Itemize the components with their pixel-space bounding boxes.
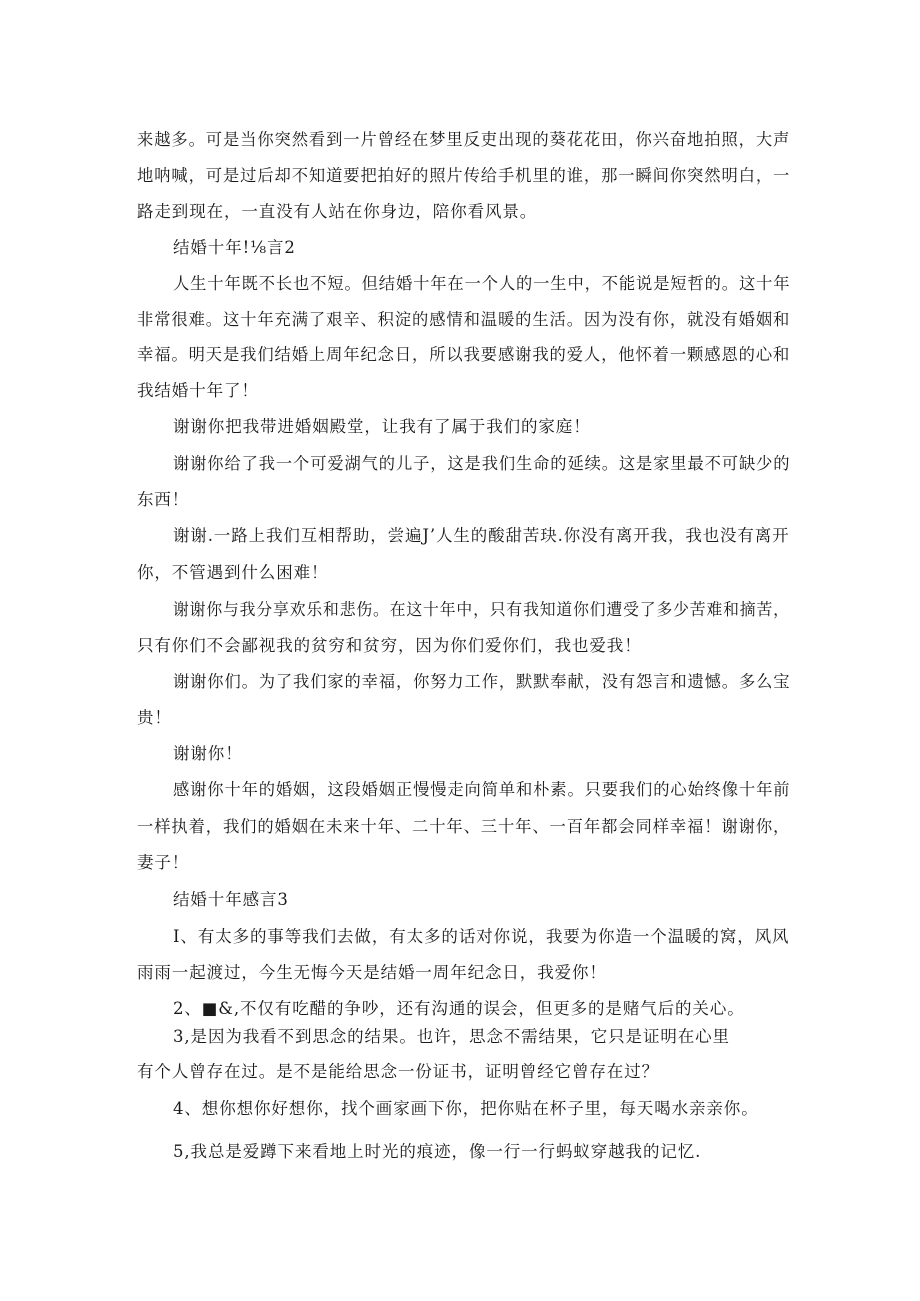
text-line: 谢谢你与我分享欢乐和悲伤。在这十年中，只有我知道你们遭受了多少苦难和摘苦， <box>173 600 790 619</box>
section-heading: 结婚十年!⅛言2 <box>173 238 296 257</box>
text-line: 你，不管遇到什么困难！ <box>137 563 329 582</box>
text-line: 谢谢你们。为了我们家的幸福，你努力工作，默默奉献，没有怨言和遗憾。多么宝 <box>173 672 791 691</box>
text-line: 感谢你十年的婚姻，这段婚姻正慢慢走向简单和朴素。只要我们的心始终像十年前 <box>173 780 791 799</box>
text-line: 贵！ <box>137 708 172 727</box>
text-line: 人生十年既不长也不短。但结婚十年在一个人的一生中，不能说是短哲的。这十年 <box>173 274 791 293</box>
text-line: 5,我总是爱蹲下来看地上时光的痕迹，像一行一行蚂蚁穿越我的记忆. <box>173 1142 702 1161</box>
text-line: 谢谢你给了我一个可爱湖气的儿子，这是我们生命的延续。这是家里最不可缺少的 <box>173 454 791 473</box>
text-line: 有个人曾存在过。是不是能给思念一份证书，证明曾经它曾存在过？ <box>137 1062 659 1081</box>
text-line: 路走到现在，一直没有人站在你身边，陪你看风景。 <box>137 202 538 221</box>
text-line: 谢谢你！ <box>173 744 243 763</box>
section-heading: 结婚十年感言3 <box>173 890 289 909</box>
text-line: 谢谢你把我带进婚姻殿堂，让我有了属于我们的家庭！ <box>173 417 591 436</box>
text-line: 雨雨一起渡过，今生无悔今天是结婚一周年纪念日，我爱你！ <box>137 963 607 982</box>
text-line: 3,是因为我看不到思念的结果。也许，思念不需结果，它只是证明在心里 <box>173 1027 730 1046</box>
text-line: 谢谢.一路上我们互相帮助，尝遍J’人生的酸甜苦玦.你没有离开我，我也没有离开 <box>173 526 790 545</box>
text-line: 幸福。明天是我们结婚上周年纪念日，所以我要感谢我的爱人，他怀着一颗感恩的心和 <box>137 345 791 364</box>
text-line: 一样执着，我们的婚姻在未来十年、二十年、三十年、一百年都会同样幸福！谢谢你， <box>137 817 791 836</box>
text-line: 2、■&,不仅有吃醋的争吵，还有沟通的误会，但更多的是赌气后的关心。 <box>173 999 745 1018</box>
text-line: 东西！ <box>137 490 190 509</box>
text-line: 只有你们不会鄙视我的贫穷和贫穷，因为你们爱你们，我也爱我！ <box>137 636 642 655</box>
text-line: 妻子！ <box>137 853 190 872</box>
text-line: I、有太多的事等我们去做，有太多的话对你说，我要为你造一个温暖的窝，风风 <box>173 927 790 946</box>
text-line: 地呐喊，可是过后却不知道要把拍好的照片传给手机里的谁，那一瞬间你突然明白，一 <box>137 166 791 185</box>
text-line: 4、想你想你好想你，找个画家画下你，把你贴在杯子里，每天喝水亲亲你。 <box>173 1099 759 1118</box>
text-line: 非常很难。这十年充满了艰辛、积淀的感情和温暖的生活。因为没有你，就没有婚姻和 <box>137 310 791 329</box>
text-line: 来越多。可是当你突然看到一片曾经在梦里反吏出现的葵花花田，你兴奋地拍照，大声 <box>137 130 791 149</box>
text-line: 我结婚十年了！ <box>137 381 259 400</box>
